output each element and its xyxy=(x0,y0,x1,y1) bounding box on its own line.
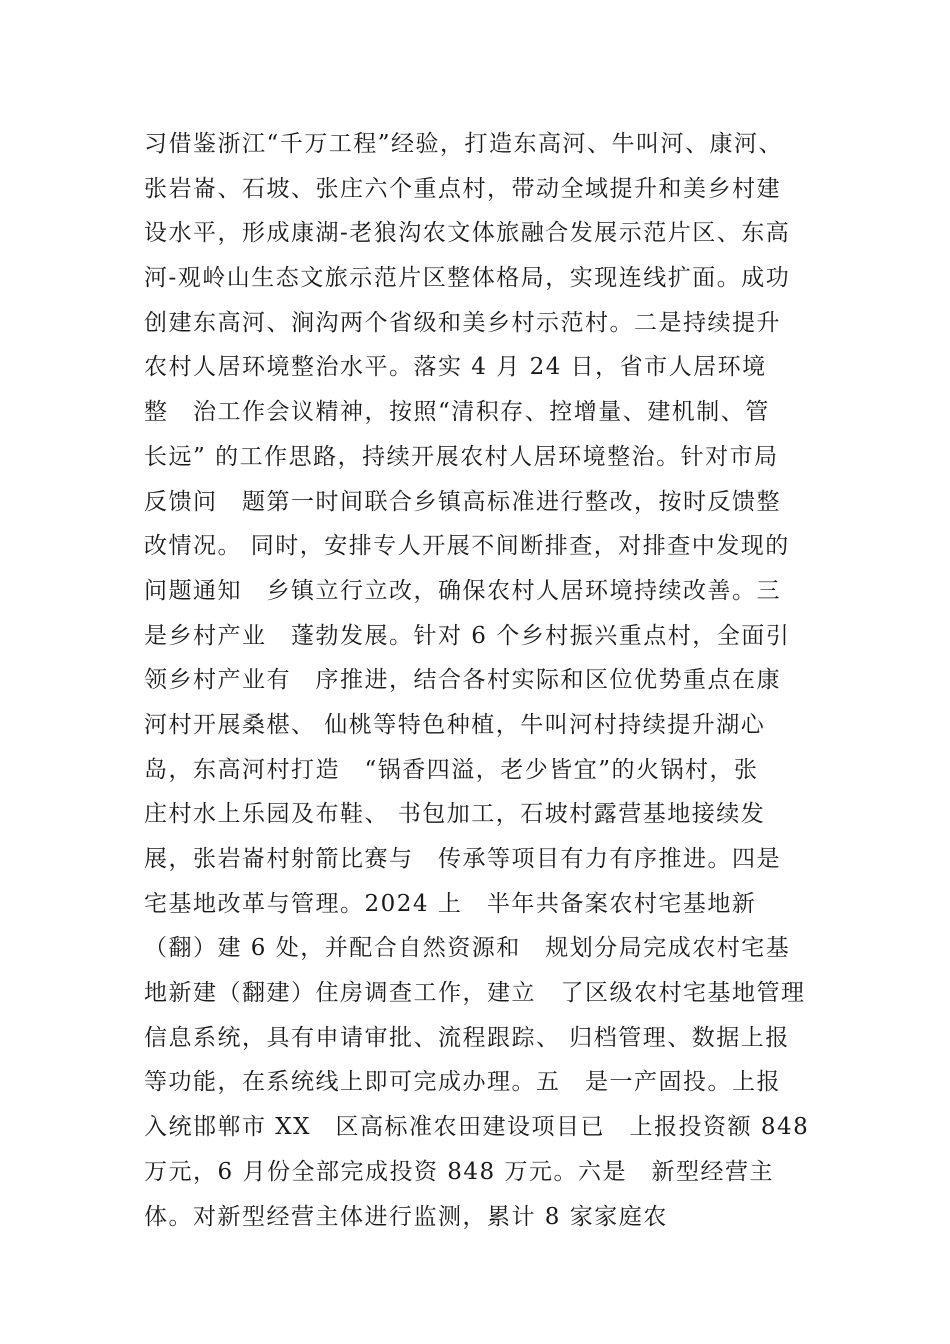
text-line: 问题通知 乡镇立行立改，确保农村人居环境持续改善。三 xyxy=(144,577,781,604)
text-line: 领乡村产业有 序推进，结合各村实际和区位优势重点在康 xyxy=(144,667,781,694)
text-line: 创建东高河、涧沟两个省级和美乡村示范村。二是持续提升 xyxy=(144,309,781,336)
text-line: 长远” 的工作思路，持续开展农村人居环境整治。针对市局 xyxy=(144,443,779,470)
text-line: 入统邯郸市 XX 区高标准农田建设项目已 上报投资额 848 xyxy=(144,1114,810,1141)
text-line: 张岩崙、石坡、张庄六个重点村，带动全域提升和美乡村建 xyxy=(144,175,781,202)
text-line: 是乡村产业 蓬勃发展。针对 6 个乡村振兴重点村，全面引 xyxy=(144,622,791,649)
text-line: 河-观岭山生态文旅示范片区整体格局，实现连线扩面。成功 xyxy=(144,265,791,292)
text-line: 信息系统，具有申请审批、流程跟踪、 归档管理、数据上报 xyxy=(144,1024,790,1051)
text-line: 改情况。 同时，安排专人开展不间断排查，对排查中发现的 xyxy=(144,533,790,560)
text-line: 河村开展桑椹、 仙桃等特色种植，牛叫河村持续提升湖心 xyxy=(144,711,766,738)
text-line: 展，张岩崙村射箭比赛与 传承等项目有力有序推进。四是 xyxy=(144,846,781,872)
text-line: 地新建（翻建）住房调查工作，建立 了区级农村宅基地管理 xyxy=(144,980,806,1007)
text-line: 岛，东高河村打造 “锅香四溢，老少皆宜”的火锅村，张 xyxy=(144,756,759,783)
body-text xyxy=(144,122,844,1239)
text-line: 万元，6 月份全部完成投资 848 万元。六是 新型经营主 xyxy=(144,1158,774,1185)
text-line: 庄村水上乐园及布鞋、 书包加工，石坡村露营基地接续发 xyxy=(144,801,766,828)
text-line: 农村人居环境整治水平。落实 4 月 24 日，省市人居环境 xyxy=(144,354,767,381)
text-line: （翻）建 6 处，并配合自然资源和 规划分局完成农村宅基 xyxy=(144,935,791,962)
text-line: 宅基地改革与管理。2024 上 半年共备案农村宅基地新 xyxy=(144,890,757,917)
text-line: 设水平，形成康湖-老狼沟农文体旅融合发展示范片区、东高 xyxy=(144,220,791,247)
text-line: 习借鉴浙江“千万工程”经验，打造东高河、牛叫河、康河、 xyxy=(144,131,784,157)
text-line: 反馈问 题第一时间联合乡镇高标准进行整改，按时反馈整 xyxy=(144,488,781,515)
text-line: 整 治工作会议精神，按照“清积存、控增量、建机制、管 xyxy=(144,399,770,426)
text-line: 等功能，在系统线上即可完成办理。五 是一产固投。上报 xyxy=(144,1069,781,1096)
text-line: 体。对新型经营主体进行监测，累计 8 家家庭农 xyxy=(144,1203,668,1230)
